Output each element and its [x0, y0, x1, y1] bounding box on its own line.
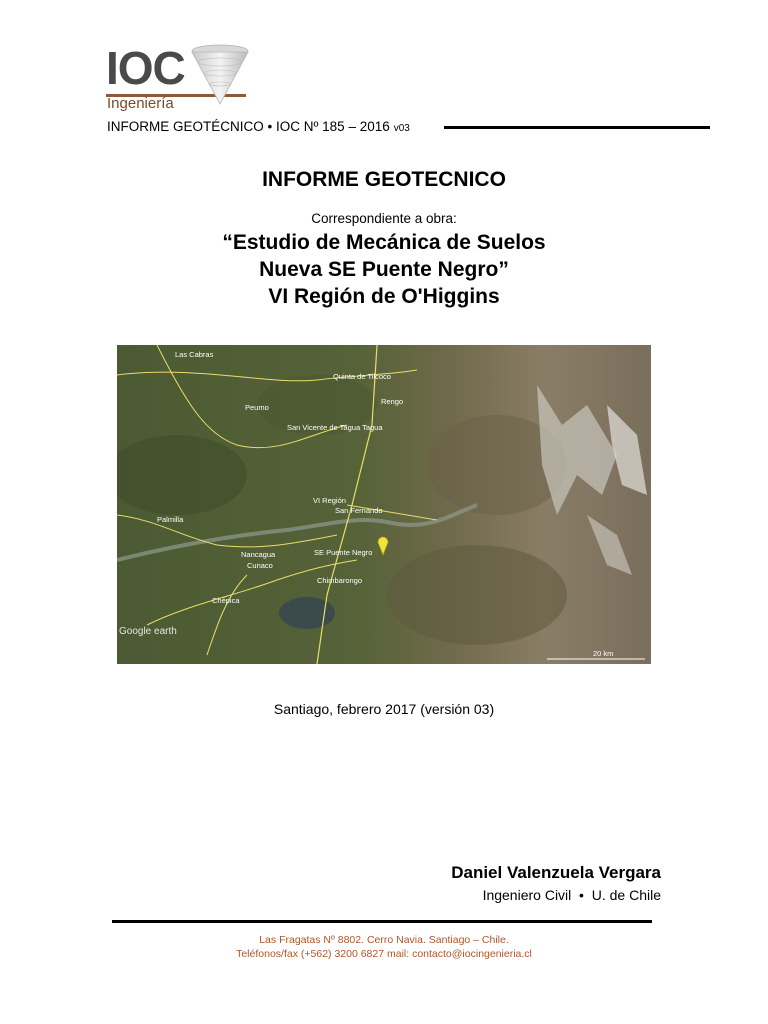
funnel-logo-icon	[190, 44, 250, 106]
report-reference-text: INFORME GEOTÉCNICO • IOC Nº 185 – 2016	[107, 119, 390, 134]
map-label-vi-region: VI Región	[313, 496, 346, 505]
work-title-line-3: VI Región de O'Higgins	[268, 285, 500, 308]
work-title-line-2: Nueva SE Puente Negro”	[259, 258, 509, 281]
map-label-quinta-de-tilcoco: Quinta de Tilcoco	[333, 372, 391, 381]
footer-divider	[112, 920, 652, 923]
footer-contact: Teléfonos/fax (+562) 3200 6827 mail: contacto@iocingenieria.cl	[236, 948, 532, 960]
logo-brand-text: IOC	[106, 42, 185, 94]
logo-subtitle: Ingeniería	[107, 95, 174, 112]
map-label-rengo: Rengo	[381, 397, 404, 406]
map-scale-label: 20 km	[593, 649, 614, 658]
work-title-line-1: “Estudio de Mecánica de Suelos	[222, 231, 546, 254]
footer-address: Las Fragatas Nº 8802. Cerro Navia. Santiago – Chile.	[259, 934, 509, 946]
work-label: Correspondiente a obra:	[311, 211, 457, 226]
map-label-nancagua: Nancagua	[241, 550, 276, 559]
document-title: INFORME GEOTECNICO	[262, 168, 506, 191]
author-name: Daniel Valenzuela Vergara	[451, 863, 661, 882]
google-earth-watermark: Google earth	[119, 626, 177, 637]
map-label-palmilla: Palmilla	[157, 515, 184, 524]
author-role: Ingeniero Civil • U. de Chile	[482, 887, 661, 903]
map-label-cunaco: Cunaco	[247, 561, 273, 570]
map-label-san-fernando: San Fernando	[335, 506, 383, 515]
map-label-san-vicente: San Vicente de Tagua Tagua	[287, 423, 383, 432]
satellite-map	[117, 345, 651, 664]
map-label-peumo: Peumo	[245, 403, 269, 412]
header-divider	[444, 126, 710, 129]
map-label-chepica: Chépica	[212, 596, 240, 605]
map-label-las-cabras: Las Cabras	[175, 350, 214, 359]
map-label-chimbarongo: Chimbarongo	[317, 576, 363, 585]
date-version: Santiago, febrero 2017 (versión 03)	[273, 701, 495, 717]
version-tag: v03	[393, 123, 410, 134]
company-logo	[106, 44, 246, 120]
map-label-se-puente-negro: SE Puente Negro	[314, 548, 373, 557]
report-reference	[107, 119, 410, 134]
